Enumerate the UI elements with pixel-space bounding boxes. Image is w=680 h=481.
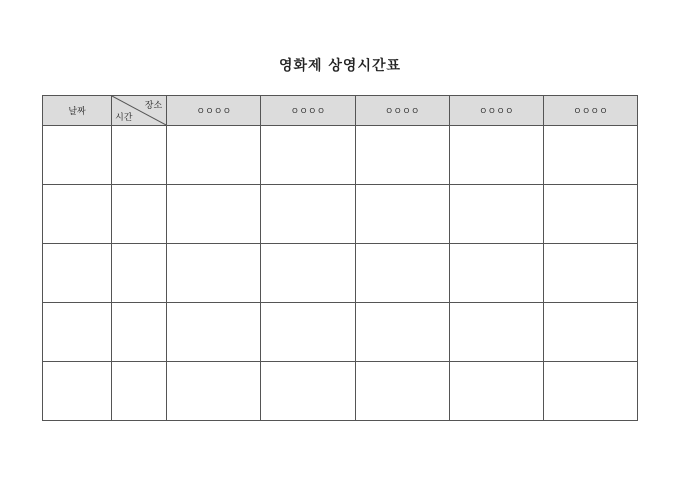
screening-cell[interactable]: [355, 362, 449, 421]
screening-cell[interactable]: [261, 303, 355, 362]
date-header: 날짜: [43, 96, 112, 126]
time-cell[interactable]: [112, 126, 167, 185]
screening-cell[interactable]: [543, 362, 637, 421]
table-row: [43, 303, 638, 362]
screening-cell[interactable]: [167, 185, 261, 244]
header-row: [43, 96, 638, 126]
place-time-header: [112, 96, 167, 126]
table-row: [43, 244, 638, 303]
place-label: 장소: [144, 101, 163, 111]
screening-cell[interactable]: [543, 126, 637, 185]
screening-cell[interactable]: [355, 126, 449, 185]
table-row: [43, 126, 638, 185]
schedule-table: [42, 95, 638, 421]
date-cell[interactable]: [43, 126, 112, 185]
venue-header-2: ㅇㅇㅇㅇ: [261, 96, 355, 126]
venue-header-1: ㅇㅇㅇㅇ: [167, 96, 261, 126]
screening-cell[interactable]: [449, 244, 543, 303]
screening-cell[interactable]: [355, 185, 449, 244]
screening-cell[interactable]: [167, 362, 261, 421]
screening-cell[interactable]: [543, 185, 637, 244]
time-cell[interactable]: [112, 303, 167, 362]
screening-cell[interactable]: [261, 185, 355, 244]
table-row: [43, 362, 638, 421]
screening-cell[interactable]: [261, 126, 355, 185]
date-cell[interactable]: [43, 362, 112, 421]
screening-cell[interactable]: [449, 303, 543, 362]
date-cell[interactable]: [43, 303, 112, 362]
time-cell[interactable]: [112, 362, 167, 421]
screening-cell[interactable]: [355, 244, 449, 303]
screening-cell[interactable]: [167, 244, 261, 303]
screening-cell[interactable]: [449, 185, 543, 244]
screening-cell[interactable]: [261, 362, 355, 421]
time-cell[interactable]: [112, 185, 167, 244]
venue-header-3: ㅇㅇㅇㅇ: [355, 96, 449, 126]
date-cell[interactable]: [43, 185, 112, 244]
screening-cell[interactable]: [449, 362, 543, 421]
screening-cell[interactable]: [543, 303, 637, 362]
table-row: [43, 185, 638, 244]
screening-cell[interactable]: [261, 244, 355, 303]
screening-cell[interactable]: [355, 303, 449, 362]
time-cell[interactable]: [112, 244, 167, 303]
screening-cell[interactable]: [167, 126, 261, 185]
venue-header-5: ㅇㅇㅇㅇ: [543, 96, 637, 126]
screening-cell[interactable]: [167, 303, 261, 362]
time-label: 시간: [115, 113, 133, 123]
page-title: 영화제 상영시간표: [278, 58, 402, 74]
screening-cell[interactable]: [543, 244, 637, 303]
date-cell[interactable]: [43, 244, 112, 303]
screening-cell[interactable]: [449, 126, 543, 185]
venue-header-4: ㅇㅇㅇㅇ: [449, 96, 543, 126]
